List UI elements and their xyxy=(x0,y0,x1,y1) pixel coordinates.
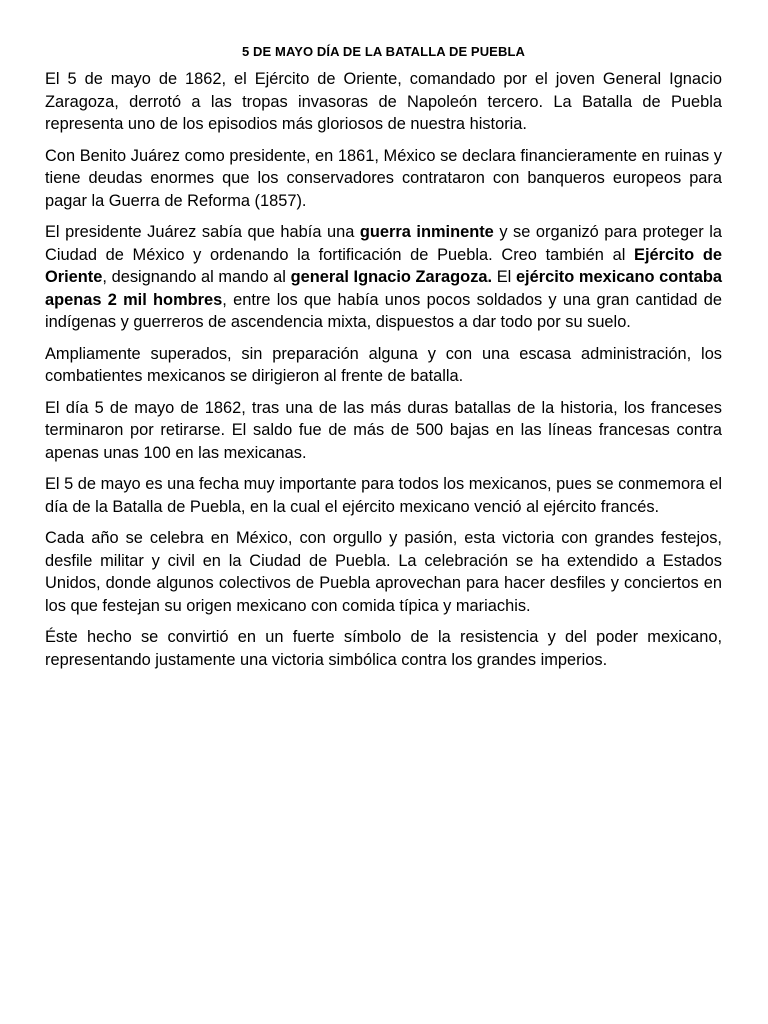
paragraph-6 xyxy=(45,473,722,518)
paragraph-5 xyxy=(45,397,722,465)
document-page xyxy=(45,44,722,680)
paragraph-text: , designando al mando al xyxy=(102,268,291,286)
paragraph-text: El presidente Juárez sabía que había una xyxy=(45,223,360,241)
document-body xyxy=(45,68,722,671)
paragraph-1 xyxy=(45,68,722,136)
paragraph-text: El xyxy=(492,268,516,286)
paragraph-7 xyxy=(45,527,722,617)
paragraph-text: y se organizó para proteger la Ciudad de México y ordenando la fortificación de Puebla. Creo también al xyxy=(45,223,722,264)
paragraph-text: Cada año se celebra en México, con orgullo y pasión, esta victoria con grandes festejos, desfile militar y civil en la Ciudad de Puebla. La celebración se ha extendido a Estados Unidos, donde algunos colectivos de Puebla aprovechan para hacer desfiles y conciertos en los que festejan su origen mexicano con comida típica y mariachis. xyxy=(45,529,722,615)
paragraph-text: El día 5 de mayo de 1862, tras una de las más duras batallas de la historia, los franceses terminaron por retirarse. El saldo fue de más de 500 bajas en las líneas francesas contra apenas unas 100 en las mexicanas. xyxy=(45,398,722,462)
bold-text: Ejército de Oriente xyxy=(45,245,722,286)
paragraph-2 xyxy=(45,145,722,213)
document-title: 5 DE MAYO DÍA DE LA BATALLA DE PUEBLA xyxy=(242,44,525,59)
bold-text: ejército mexicano contaba apenas 2 mil hombres xyxy=(45,268,722,309)
bold-text: guerra inminente xyxy=(359,223,494,241)
bold-text: general Ignacio Zaragoza. xyxy=(290,268,493,286)
paragraph-3 xyxy=(45,221,722,334)
paragraph-text: El 5 de mayo es una fecha muy importante para todos los mexicanos, pues se conmemora el día de la Batalla de Puebla, en la cual el ejército mexicano venció al ejército francés. xyxy=(45,475,722,516)
paragraph-text: Ampliamente superados, sin preparación alguna y con una escasa administración, los combatientes mexicanos se dirigieron al frente de batalla. xyxy=(45,344,722,385)
paragraph-text: Éste hecho se convirtió en un fuerte símbolo de la resistencia y del poder mexicano, representando justamente una victoria simbólica contra los grandes imperios. xyxy=(45,628,722,669)
paragraph-8 xyxy=(45,626,722,671)
paragraph-4 xyxy=(45,343,722,388)
paragraph-text: El 5 de mayo de 1862, el Ejército de Oriente, comandado por el joven General Ignacio Zaragoza, derrotó a las tropas invasoras de Napoleón tercero. La Batalla de Puebla representa uno de los episodios más gloriosos de nuestra historia. xyxy=(45,70,722,133)
paragraph-text: , entre los que había unos pocos soldados y una gran cantidad de indígenas y guerreros de ascendencia mixta, dispuestos a dar todo por su suelo. xyxy=(45,290,722,331)
paragraph-text: Con Benito Juárez como presidente, en 1861, México se declara financieramente en ruinas y tiene deudas enormes que los conservadores contrataron con banqueros europeos para pagar la Guerra de Reforma (1857). xyxy=(45,146,722,210)
